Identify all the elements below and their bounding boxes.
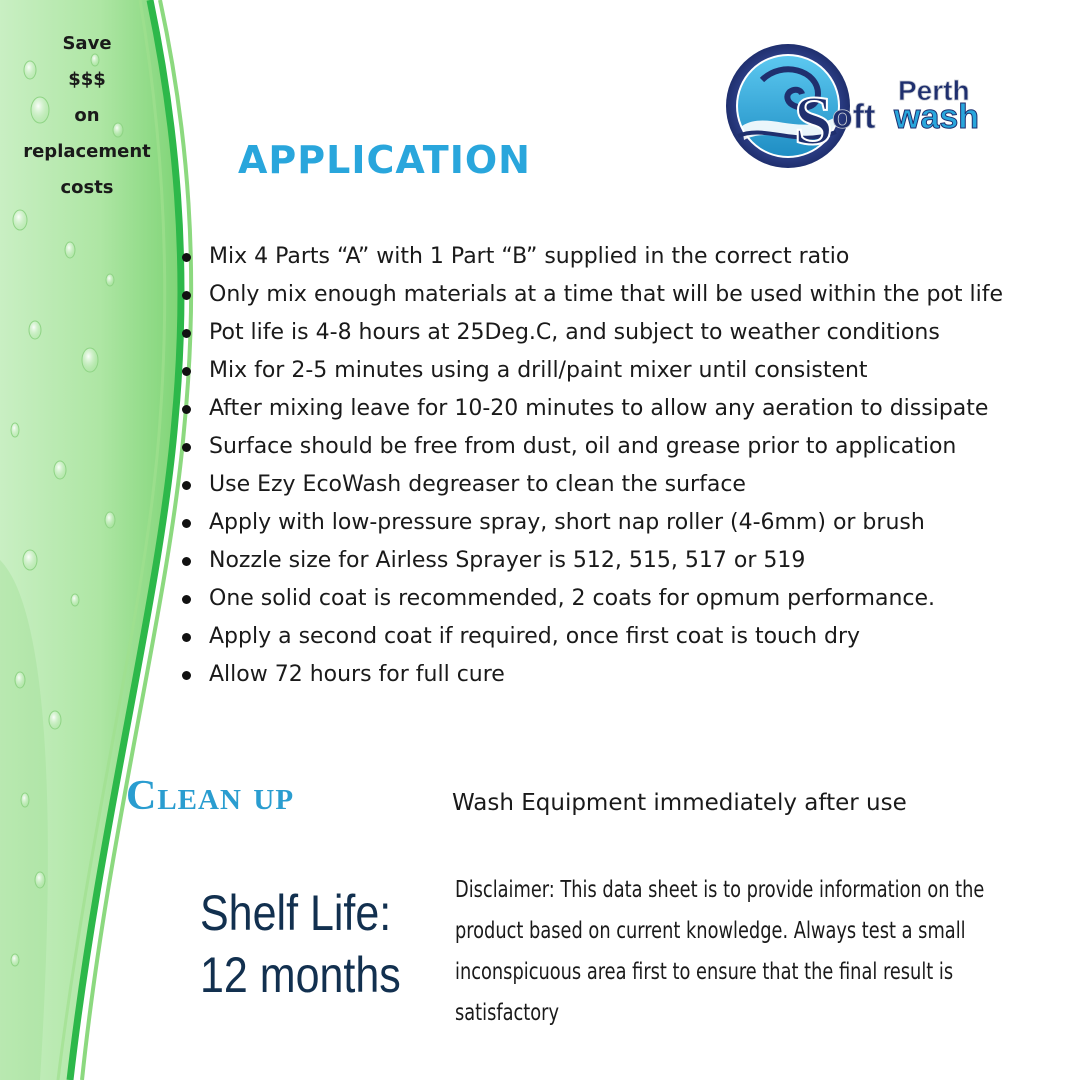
application-steps-list bbox=[178, 238, 1028, 694]
savings-line: replacement bbox=[23, 141, 151, 162]
shelf-life-value: 12 months bbox=[200, 947, 401, 1003]
logo-wash-word: wash bbox=[894, 98, 980, 136]
logo-oft-word: oft bbox=[832, 98, 876, 136]
application-heading: APPLICATION bbox=[238, 138, 531, 182]
list-item: Apply with low-pressure spray, short nap roller (4-6mm) or brush bbox=[178, 504, 1028, 542]
list-item: One solid coat is recommended, 2 coats for opmum performance. bbox=[178, 580, 1028, 618]
savings-line: Save bbox=[62, 33, 112, 54]
list-item: Surface should be free from dust, oil and grease prior to application bbox=[178, 428, 1028, 466]
shelf-life-block bbox=[200, 882, 401, 1006]
disclaimer-text: Disclaimer: This data sheet is to provide information on the product based on current knowledge. Always test a small inconspicuous area first to ensure that the final result is satisfactory bbox=[455, 877, 985, 1026]
perth-softwash-logo bbox=[722, 40, 1022, 175]
cleanup-heading: Clean up bbox=[126, 773, 295, 819]
list-item: After mixing leave for 10-20 minutes to allow any aeration to dissipate bbox=[178, 390, 1028, 428]
list-item: Mix 4 Parts “A” with 1 Part “B” supplied in the correct ratio bbox=[178, 238, 1028, 276]
savings-callout bbox=[12, 26, 162, 206]
savings-line: costs bbox=[60, 177, 114, 198]
list-item: Allow 72 hours for full cure bbox=[178, 656, 1028, 694]
cleanup-instruction: Wash Equipment immediately after use bbox=[452, 790, 907, 816]
list-item: Pot life is 4-8 hours at 25Deg.C, and subject to weather conditions bbox=[178, 314, 1028, 352]
savings-line: $$$ bbox=[68, 69, 106, 90]
shelf-life-label: Shelf Life: bbox=[200, 885, 392, 941]
list-item: Nozzle size for Airless Sprayer is 512, 515, 517 or 519 bbox=[178, 542, 1028, 580]
savings-line: on bbox=[74, 105, 100, 126]
list-item: Only mix enough materials at a time that will be used within the pot life bbox=[178, 276, 1028, 314]
logo-s-letter: S bbox=[794, 83, 833, 160]
list-item: Mix for 2-5 minutes using a drill/paint mixer until consistent bbox=[178, 352, 1028, 390]
logo-perth-word: Perth bbox=[898, 75, 970, 106]
list-item: Apply a second coat if required, once first coat is touch dry bbox=[178, 618, 1028, 656]
list-item: Use Ezy EcoWash degreaser to clean the surface bbox=[178, 466, 1028, 504]
